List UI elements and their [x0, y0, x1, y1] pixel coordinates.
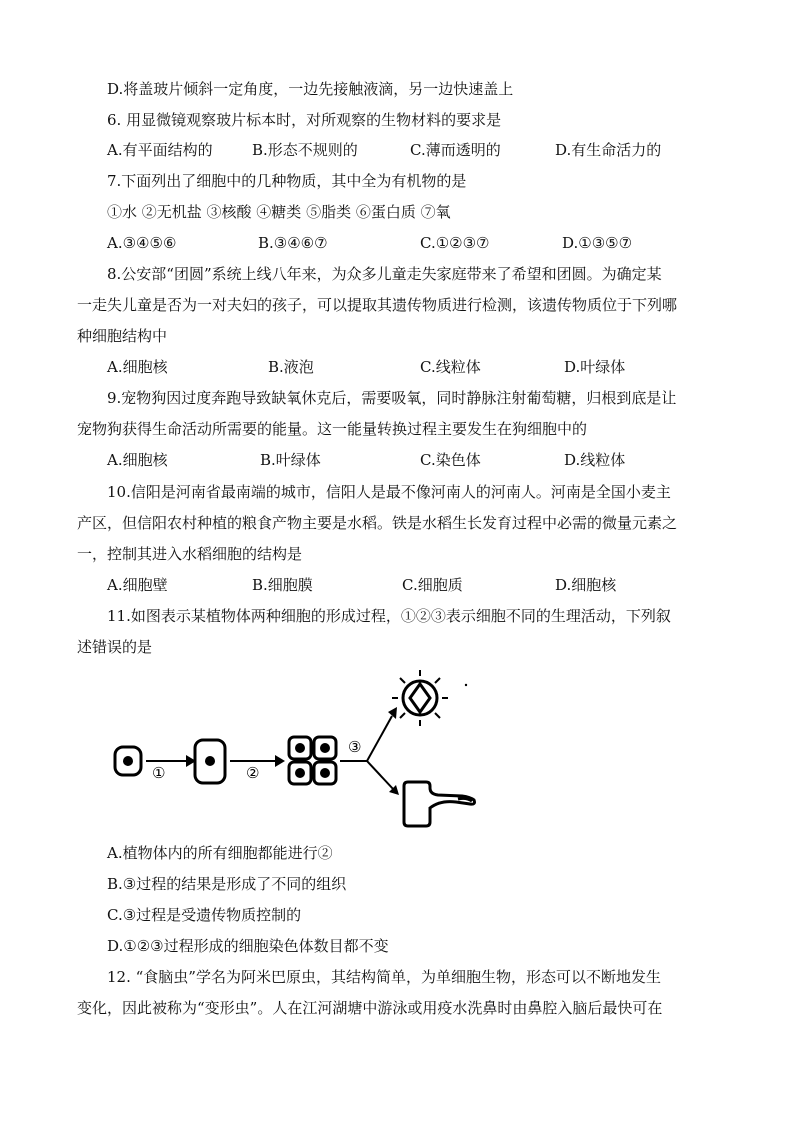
guard-cell-stoma — [392, 670, 467, 726]
q10-stem-line-1: 10.信阳是河南省最南端的城市，信阳人是最不像河南人的河南人。河南是全国小麦主 — [107, 483, 671, 501]
q7-option-b: B.③④⑥⑦ — [258, 234, 328, 252]
q12-stem-line-2: 变化，因此被称为“变形虫”。人在江河湖塘中游泳或用疫水洗鼻时由鼻腔入脑后最快可在 — [77, 999, 663, 1017]
q8-option-b: B.液泡 — [268, 358, 314, 376]
q11-stem-line-2: 述错误的是 — [77, 638, 153, 656]
q11-option-c: C.③过程是受遗传物质控制的 — [107, 906, 302, 924]
q6-option-c: C.薄而透明的 — [410, 141, 501, 159]
q6-stem: 6. 用显微镜观察玻片标本时，对所观察的生物材料的要求是 — [107, 111, 502, 129]
q6-option-a: A.有平面结构的 — [107, 141, 213, 159]
q7-option-a: A.③④⑤⑥ — [107, 234, 177, 252]
q8-option-c: C.线粒体 — [420, 358, 481, 376]
q9-stem-line-2: 宠物狗获得生命活动所需要的能量。这一能量转换过程主要发生在狗细胞中的 — [77, 420, 588, 438]
q11-option-b: B.③过程的结果是形成了不同的组织 — [107, 875, 347, 893]
q8-option-a: A.细胞核 — [107, 358, 168, 376]
label-process-2: ② — [246, 764, 260, 782]
label-process-1: ① — [152, 764, 166, 782]
q7-items: ①水 ②无机盐 ③核酸 ④糖类 ⑤脂类 ⑥蛋白质 ⑦氧 — [107, 203, 451, 221]
grown-cell — [195, 740, 225, 783]
q9-option-a: A.细胞核 — [107, 451, 168, 469]
q7-option-c: C.①②③⑦ — [420, 234, 490, 252]
q5-option-d: D.将盖玻片倾斜一定角度，一边先接触液滴，另一边快速盖上 — [107, 80, 514, 98]
root-hair-cell — [404, 782, 475, 826]
q11-stem-line-1: 11.如图表示某植物体两种细胞的形成过程，①②③表示细胞不同的生理活动，下列叙 — [107, 607, 671, 625]
q8-option-d: D.叶绿体 — [564, 358, 626, 376]
q12-stem-line-1: 12. “食脑虫”学名为阿米巴原虫，其结构简单，为单细胞生物，形态可以不断地发生 — [107, 968, 661, 986]
q7-option-d: D.①③⑤⑦ — [562, 234, 633, 252]
q7-stem: 7.下面列出了细胞中的几种物质，其中全为有机物的是 — [107, 172, 467, 190]
q10-option-a: A.细胞壁 — [107, 576, 168, 594]
initial-cell — [115, 747, 141, 775]
q10-option-c: C.细胞质 — [402, 576, 463, 594]
q8-stem-line-3: 种细胞结构中 — [77, 327, 168, 345]
q10-stem-line-2: 产区，但信阳农村种植的粮食产物主要是水稻。铁是水稻生长发育过程中必需的微量元素之 — [77, 514, 678, 532]
q6-option-b: B.形态不规则的 — [252, 141, 358, 159]
q10-option-d: D.细胞核 — [555, 576, 617, 594]
q6-option-d: D.有生命活力的 — [555, 141, 662, 159]
q8-stem-line-2: 一走失儿童是否为一对夫妇的孩子，可以提取其遗传物质进行检测，该遗传物质位于下列哪 — [77, 296, 678, 314]
q9-stem-line-1: 9.宠物狗因过度奔跑导致缺氧休克后，需要吸氧，同时静脉注射葡萄糖，归根到底是让 — [107, 389, 677, 407]
q8-stem-line-1: 8.公安部“团圆”系统上线八年来，为众多儿童走失家庭带来了希望和团圆。为确定某 — [107, 265, 662, 283]
q11-option-d: D.①②③过程形成的细胞染色体数目都不变 — [107, 937, 389, 955]
q11-option-a: A.植物体内的所有细胞都能进行② — [107, 844, 333, 862]
q10-option-b: B.细胞膜 — [252, 576, 313, 594]
label-process-3: ③ — [348, 738, 362, 756]
divided-cells — [289, 737, 336, 784]
q9-option-c: C.染色体 — [420, 451, 481, 469]
q9-option-d: D.线粒体 — [564, 451, 626, 469]
q9-option-b: B.叶绿体 — [260, 451, 321, 469]
q10-stem-line-3: 一，控制其进入水稻细胞的结构是 — [77, 545, 303, 563]
